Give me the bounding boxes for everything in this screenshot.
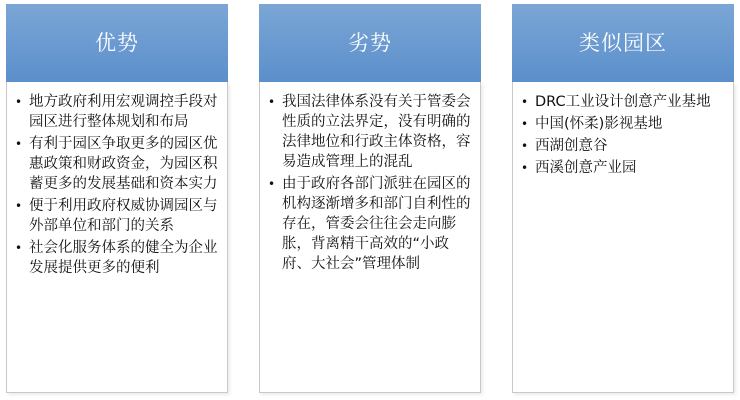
item-text: 地方政府利用宏观调控手段对园区进行整体规划和布局 <box>29 94 218 130</box>
column-body <box>512 82 734 393</box>
bullet-icon: • <box>15 241 23 255</box>
bullet-icon: • <box>521 139 529 153</box>
item-text: DRC工业设计创意产业基地 <box>535 94 711 110</box>
list-item <box>15 238 219 278</box>
bullet-icon: • <box>521 161 529 175</box>
bullet-icon: • <box>15 137 23 151</box>
column-header: 优势 <box>6 4 228 82</box>
bullet-icon: • <box>521 95 529 109</box>
list-item <box>15 196 219 236</box>
bullet-icon: • <box>268 177 276 191</box>
item-list <box>7 82 227 278</box>
column-disadvantages <box>259 4 481 394</box>
bullet-icon: • <box>15 199 23 213</box>
bullet-icon: • <box>521 117 529 131</box>
item-text: 我国法律体系没有关于管委会性质的立法界定，没有明确的法律地位和行政主体资格，容易造成管理上的混乱 <box>282 94 471 170</box>
item-text: 有利于园区争取更多的园区优惠政策和财政资金，为园区积蓄更多的发展基础和资本实力 <box>29 136 218 192</box>
bullet-icon: • <box>268 95 276 109</box>
column-header: 类似园区 <box>512 4 734 82</box>
list-item <box>268 92 472 172</box>
list-item <box>521 158 725 178</box>
item-list <box>260 82 480 274</box>
list-item <box>15 134 219 194</box>
column-similar-parks <box>512 4 734 394</box>
item-text: 西湖创意谷 <box>535 138 608 154</box>
item-list <box>513 82 733 178</box>
item-text: 由于政府各部门派驻在园区的机构逐渐增多和部门自利性的存在，管委会往往会走向膨胀，背离精干高效的“小政府、大社会”管理体制 <box>282 176 471 272</box>
item-text: 中国(怀柔)影视基地 <box>535 116 663 132</box>
column-header: 劣势 <box>259 4 481 82</box>
bullet-icon: • <box>15 95 23 109</box>
list-item <box>15 92 219 132</box>
list-item <box>268 174 472 274</box>
item-text: 社会化服务体系的健全为企业发展提供更多的便利 <box>29 240 218 276</box>
list-item <box>521 114 725 134</box>
column-advantages <box>6 4 228 394</box>
item-text: 西溪创意产业园 <box>535 160 637 176</box>
list-item <box>521 92 725 112</box>
column-body <box>6 82 228 393</box>
list-item <box>521 136 725 156</box>
item-text: 便于利用政府权威协调园区与外部单位和部门的关系 <box>29 198 218 234</box>
column-body <box>259 82 481 393</box>
